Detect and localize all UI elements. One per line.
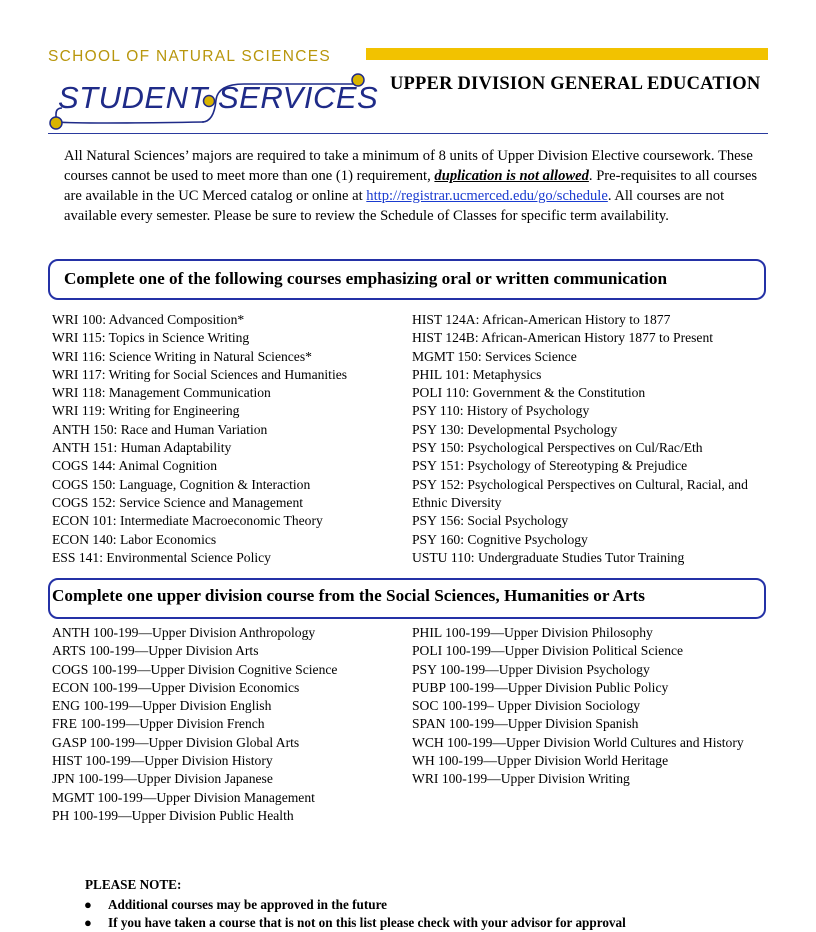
course-item: WRI 100: Advanced Composition* [52,312,245,327]
course-item: ESS 141: Environmental Science Policy [52,549,271,565]
gold-header-bar [366,48,768,60]
course-item: MGMT 150: Services Science [412,348,577,364]
note-item-text: Additional courses may be approved in the future [108,897,388,912]
course-item: SPAN 100-199—Upper Division Spanish [412,716,639,732]
section2-heading: Complete one upper division course from the Social Sciences, Humanities or Arts [52,586,645,605]
course-item: WCH 100-199—Upper Division World Cultures and History [412,734,744,750]
course-item: ANTH 100-199—Upper Division Anthropology [52,625,316,640]
course-item: WRI 100-199—Upper Division Writing [412,771,630,787]
section1-right-course-list [412,311,752,567]
course-item: ENG 100-199—Upper Division English [52,698,272,714]
section2-right-course-list [412,624,747,789]
document-title: UPPER DIVISION GENERAL EDUCATION [390,74,761,94]
intro-emphasis: duplication is not allowed [434,168,589,184]
course-item: COGS 144: Animal Cognition [52,458,218,474]
intro-text-1: All Natural Sciences’ majors are required to take a minimum of 8 units of Upper Division Elective coursework. These courses cannot be used to meet more than one (1) requirement, [64,148,753,184]
course-item: SOC 100-199– Upper Division Sociology [412,698,641,714]
section1-heading: Complete one of the following courses emphasizing oral or written communication [64,269,668,288]
course-item: PSY 151: Psychology of Stereotyping & Prejudice [412,458,688,474]
course-item: COGS 152: Service Science and Management [52,494,304,510]
note-item-text: If you have taken a course that is not on this list please check with your advisor for approval [108,915,626,930]
course-item: PSY 130: Developmental Psychology [412,421,618,437]
course-item: WRI 118: Management Communication [52,385,271,401]
note-title: PLEASE NOTE: [85,877,182,892]
course-item: PH 100-199—Upper Division Public Health [52,807,294,823]
course-item: POLI 110: Government & the Constitution [412,385,646,401]
course-item: MGMT 100-199—Upper Division Management [52,789,315,805]
course-item: COGS 100-199—Upper Division Cognitive Science [52,661,338,677]
course-item: PSY 110: History of Psychology [412,403,590,419]
logo-word-student: STUDENT [58,80,208,115]
intro-paragraph [64,146,764,226]
course-item: COGS 150: Language, Cognition & Interaction [52,476,311,492]
course-item: PHIL 101: Metaphysics [412,366,542,382]
bullet-icon: ● [84,915,92,930]
intro-text-2: . Pre-requisites to all courses are available in the UC Merced catalog or online at [64,168,758,204]
course-item: WRI 117: Writing for Social Sciences and Humanities [52,366,348,382]
schedule-link[interactable]: http://registrar.ucmerced.edu/go/schedule [366,188,608,204]
course-item: WRI 119: Writing for Engineering [52,403,240,419]
school-name: SCHOOL OF NATURAL SCIENCES [48,48,331,65]
bullet-icon: ● [84,897,92,912]
course-item: ECON 101: Intermediate Macroeconomic Theory [52,513,323,529]
course-item: GASP 100-199—Upper Division Global Arts [52,734,300,750]
course-item: HIST 100-199—Upper Division History [52,753,273,769]
course-item: WH 100-199—Upper Division World Heritage [412,753,669,769]
course-item: JPN 100-199—Upper Division Japanese [52,771,273,787]
course-item: PUBP 100-199—Upper Division Public Policy [412,679,669,695]
section2-left-course-list [52,624,402,825]
course-item: HIST 124A: African-American History to 1877 [412,312,671,327]
course-item: ECON 140: Labor Economics [52,531,217,547]
logo-word-services: SERVICES [218,80,379,115]
course-item: ECON 100-199—Upper Division Economics [52,679,300,695]
course-item: WRI 115: Topics in Science Writing [52,330,250,346]
course-item: WRI 116: Science Writing in Natural Sciences* [52,348,312,364]
course-item: USTU 110: Undergraduate Studies Tutor Training [412,549,685,565]
course-item: ANTH 151: Human Adaptability [52,440,232,456]
course-item: ANTH 150: Race and Human Variation [52,421,268,437]
course-item: FRE 100-199—Upper Division French [52,716,265,732]
course-item: PSY 160: Cognitive Psychology [412,531,588,547]
course-item: PSY 152: Psychological Perspectives on Cultural, Racial, and Ethnic Diversity [412,476,748,510]
note-item [84,896,626,914]
note-list [84,896,626,932]
course-item: POLI 100-199—Upper Division Political Science [412,643,684,659]
course-item: PHIL 100-199—Upper Division Philosophy [412,625,653,640]
course-item: ARTS 100-199—Upper Division Arts [52,643,259,659]
course-item: HIST 124B: African-American History 1877 to Present [412,330,714,346]
course-item: PSY 156: Social Psychology [412,513,569,529]
intro-text-3: . All courses are not available every semester. Please be sure to review the Schedule of Classes for specific term availability. [64,188,725,224]
course-item: PSY 150: Psychological Perspectives on Cul/Rac/Eth [412,440,703,456]
header-divider [48,133,768,134]
note-item [84,914,626,932]
section1-left-course-list [52,311,402,567]
course-item: PSY 100-199—Upper Division Psychology [412,661,650,677]
